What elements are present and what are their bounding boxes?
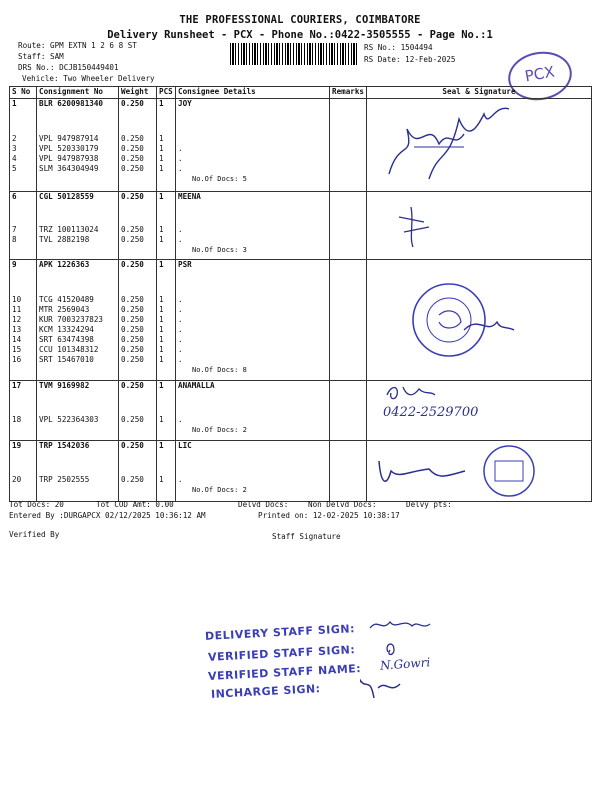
vehicle: Vehicle: Two Wheeler Delivery <box>22 74 155 83</box>
consignee-name: LIC <box>178 441 192 450</box>
col-header: Weight <box>119 87 157 99</box>
incharge-sign-stamp: INCHARGE SIGN: <box>210 682 321 701</box>
route: Route: GPM EXTN 1 2 6 8 ST <box>18 41 137 50</box>
docs-count: No.Of Docs: 8 <box>192 366 247 374</box>
col-header: Consignee Details <box>176 87 330 99</box>
col-header: PCS <box>157 87 176 99</box>
docs-count: No.Of Docs: 2 <box>192 426 247 434</box>
delivery-staff-sign-stamp: DELIVERY STAFF SIGN: <box>204 622 356 643</box>
table-row: 1 2 3 4 5 BLR 6200981340 VPL 947987914 VPL 520330179 VPL 947987938 SLM 364304949 0.250 0.250 0.250 0.250 0.250 1 1 1 1 1 JOY . . . No.Of Docs: 5 <box>10 99 592 192</box>
runsheet-table <box>9 86 592 502</box>
printed-on: Printed on: 12-02-2025 10:38:17 <box>258 511 400 520</box>
drs-number: DRS No.: DCJB150449401 <box>18 63 119 72</box>
barcode-image <box>230 43 358 65</box>
consignee-name: PSR <box>178 260 192 269</box>
pcx-stamp: PCX <box>504 47 575 105</box>
handwritten-initials <box>360 610 480 710</box>
table-row: 6 7 8 CGL 50128559 TRZ 100113024 TVL 2882198 0.250 0.250 0.250 1 1 1 MEENA . . No.Of Docs: 3 <box>10 192 592 260</box>
handwritten-signature <box>369 192 589 252</box>
rs-number: RS No.: 1504494 <box>364 43 433 52</box>
table-row: 19 20 TRP 1542036 TRP 2502555 0.250 0.250 1 1 LIC . No.Of Docs: 2 <box>10 441 592 502</box>
total-docs: Tot Docs: 20 <box>9 500 64 509</box>
handwritten-phone: 0422-2529700 <box>383 405 479 420</box>
verified-staff-name-stamp: VERIFIED STAFF NAME: <box>207 661 362 684</box>
report-title: THE PROFESSIONAL COURIERS, COIMBATORE <box>179 14 421 26</box>
col-header: S No <box>10 87 37 99</box>
staff: Staff: SAM <box>18 52 64 61</box>
handwritten-staff-name: N.Gowri <box>379 655 431 673</box>
report-subtitle: Delivery Runsheet - PCX - Phone No.:0422-3505555 - Page No.:1 <box>107 29 493 41</box>
table-row: 9 10 11 12 13 14 15 16 APK 1226363 TCG 41520489 MTR 2569043 KUR 7003237823 KCM 13324294 SRT 63474398 CCU 101348312 SRT 15467010 0.250 0.250 0.250 0.250 0.250 0.250 0.250 0.250 1 1 1 1 1 1 1 1 PSR . . . . . . . No.Of Docs: 8 <box>10 260 592 381</box>
consignee-name: MEENA <box>178 192 201 201</box>
entered-by: Entered By :DURGAPCX 02/12/2025 10:36:12 AM <box>9 511 206 520</box>
handwritten-signature <box>369 99 589 189</box>
docs-count: No.Of Docs: 5 <box>192 175 247 183</box>
delivered-docs: Delvd Docs: <box>238 500 289 509</box>
table-row: 17 18 TVM 9169982 VPL 522364303 0.250 0.250 1 1 ANAMALLA . No.Of Docs: 2 0422-2529700 <box>10 381 592 441</box>
rs-date: RS Date: 12-Feb-2025 <box>364 55 456 64</box>
verified-by: Verified By <box>9 530 60 539</box>
staff-signature-label: Staff Signature <box>272 532 341 541</box>
handwritten-signature <box>369 381 589 403</box>
consignee-name: ANAMALLA <box>178 381 215 390</box>
consignee-name: JOY <box>178 99 192 108</box>
verified-staff-sign-stamp: VERIFIED STAFF SIGN: <box>207 643 356 664</box>
table-header-row <box>10 87 592 99</box>
col-header: Consignment No <box>37 87 119 99</box>
lic-seal-and-signature <box>369 441 589 499</box>
col-header: Seal & Signature <box>367 87 592 99</box>
total-cod-amount: Tot COD Amt: 0.00 <box>96 500 174 509</box>
non-delivered-docs: Non Delvd Docs: <box>308 500 377 509</box>
col-header: Remarks <box>330 87 367 99</box>
docs-count: No.Of Docs: 3 <box>192 246 247 254</box>
delivery-points: Delvy pts: <box>406 500 452 509</box>
company-seal-stamp <box>369 260 589 378</box>
docs-count: No.Of Docs: 2 <box>192 486 247 494</box>
